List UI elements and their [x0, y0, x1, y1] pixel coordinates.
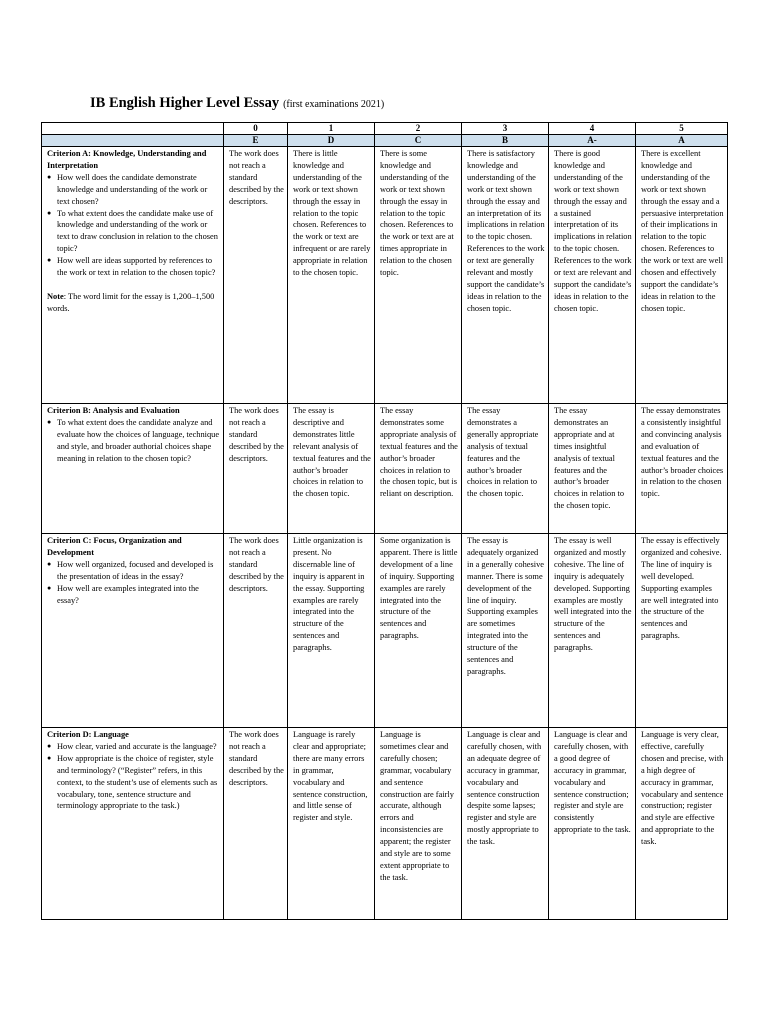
level-descriptor: Language is very clear, effective, carefully chosen and precise, with a high degree of accuracy in grammar, vocabulary and sentence construction; register and style are effective and appropriate to the task.: [636, 728, 728, 920]
criterion-cell: [42, 534, 224, 728]
criterion-title: Criterion A: Knowledge, Understanding and Interpretation: [47, 149, 207, 170]
criterion-questions: [47, 559, 220, 607]
criterion-title: Criterion D: Language: [47, 730, 129, 739]
level-descriptor: The essay is adequately organized in a generally cohesive manner. There is some development of the line of inquiry. Supporting examples are sometimes integrated into the structure of the sentences and paragraphs.: [462, 534, 549, 728]
criterion-cell: [42, 728, 224, 920]
level-descriptor: There is some knowledge and understanding of the work or text shown through the essay in relation to the topic chosen. References to the work or text are at times appropriate in relation to the chosen topic.: [375, 147, 462, 404]
grade-header: C: [375, 135, 462, 147]
criterion-question: ● How well are examples integrated into the essay?: [57, 583, 220, 607]
level-descriptor: There is satisfactory knowledge and understanding of the work or text shown through the essay and an interpretation of its implications in relation to the topic chosen. References to the work or text are generally relevant and mostly support the candidate’s ideas in relation to the chosen topic.: [462, 147, 549, 404]
criterion-question: ● How clear, varied and accurate is the language?: [57, 741, 220, 753]
level-descriptor: Language is rarely clear and appropriate; there are many errors in grammar, vocabulary and sentence construction, and little sense of register and style.: [288, 728, 375, 920]
document-title: IB English Higher Level Essay: [90, 95, 280, 111]
criterion-note: [47, 291, 220, 315]
rubric-table: [41, 122, 728, 920]
note-text: : The word limit for the essay is 1,200–1,500 words.: [47, 291, 215, 313]
document-subtitle: (first examinations 2021): [283, 99, 385, 110]
grade-header: D: [288, 135, 375, 147]
criterion-questions: [47, 417, 220, 465]
criterion-row-c: [42, 534, 728, 728]
criterion-question: ● How well are ideas supported by references to the work or text in relation to the chosen topic?: [57, 255, 220, 279]
grade-header: A: [636, 135, 728, 147]
level-descriptor: The work does not reach a standard described by the descriptors.: [224, 728, 288, 920]
level-descriptor: Language is clear and carefully chosen, with an adequate degree of accuracy in grammar, vocabulary and sentence construction despite some lapses; register and style are mostly appropriate to the task.: [462, 728, 549, 920]
level-descriptor: Some organization is apparent. There is little development of a line of inquiry. Supporting examples are rarely integrated into the structure of the sentences and paragraphs.: [375, 534, 462, 728]
criterion-row-b: [42, 404, 728, 534]
level-descriptor: Little organization is present. No discernable line of inquiry is apparent in the essay. Supporting examples are rarely integrated into the structure of the sentences and paragraphs.: [288, 534, 375, 728]
score-header-row: [42, 123, 728, 135]
criterion-question: ● To what extent does the candidate analyze and evaluate how the choices of language, technique and style, and broader authorial choices shape meaning in relation to the chosen topic?: [57, 417, 220, 465]
criterion-questions: [47, 741, 220, 812]
level-descriptor: There is good knowledge and understanding of the work or text shown through the essay and a sustained interpretation of its implications in relation to the topic chosen. References to the work or text are relevant and support the candidate’s ideas in relation to the chosen topic.: [549, 147, 636, 404]
header-blank-cell: [42, 123, 224, 135]
note-label: Note: [47, 291, 64, 301]
criterion-row-d: [42, 728, 728, 920]
level-descriptor: The essay demonstrates a consistently insightful and convincing analysis and evaluation of textual features and the author’s broader choices in relation to the chosen topic.: [636, 404, 728, 534]
criterion-question: ● How well organized, focused and developed is the presentation of ideas in the essay?: [57, 559, 220, 583]
level-descriptor: The essay demonstrates a generally appropriate analysis of textual features and the author’s broader choices in relation to the chosen topic.: [462, 404, 549, 534]
header-blank-cell: [42, 135, 224, 147]
score-header: 1: [288, 123, 375, 135]
score-header: 4: [549, 123, 636, 135]
level-descriptor: The essay demonstrates an appropriate and at times insightful analysis of textual features and the author’s broader choices in relation to the chosen topic.: [549, 404, 636, 534]
score-header: 0: [224, 123, 288, 135]
grade-header: A-: [549, 135, 636, 147]
level-descriptor: Language is sometimes clear and carefully chosen; grammar, vocabulary and sentence construction are fairly accurate, although errors and inconsistencies are apparent; the register and style are to some extent appropriate to the task.: [375, 728, 462, 920]
level-descriptor: The work does not reach a standard described by the descriptors.: [224, 534, 288, 728]
criterion-question: ● How appropriate is the choice of register, style and terminology? (“Register” refers, in this context, to the student’s use of elements such as vocabulary, tone, sentence structure and terminology appropriate to the task.): [57, 753, 220, 813]
grade-header: E: [224, 135, 288, 147]
level-descriptor: Language is clear and carefully chosen, with a good degree of accuracy in grammar, vocabulary and sentence construction; register and style are consistently appropriate to the task.: [549, 728, 636, 920]
score-header: 3: [462, 123, 549, 135]
level-descriptor: There is excellent knowledge and understanding of the work or text shown through the essay and a persuasive interpretation of their implications in relation to the topic chosen. References to the work or text are well chosen and effectively support the candidate’s ideas in relation to the chosen topic.: [636, 147, 728, 404]
score-header: 5: [636, 123, 728, 135]
criterion-question: ● To what extent does the candidate make use of knowledge and understanding of the work or text to draw conclusion in relation to the chosen topic?: [57, 208, 220, 256]
level-descriptor: The essay is effectively organized and cohesive. The line of inquiry is well developed. Supporting examples are well integrated into the structure of the sentences and paragraphs.: [636, 534, 728, 728]
criterion-cell: [42, 147, 224, 404]
level-descriptor: The essay demonstrates some appropriate analysis of textual features and the author’s broader choices in relation to the chosen topic, but is reliant on description.: [375, 404, 462, 534]
criterion-title: Criterion C: Focus, Organization and Development: [47, 536, 182, 557]
level-descriptor: The work does not reach a standard described by the descriptors.: [224, 404, 288, 534]
criterion-question: ● How well does the candidate demonstrate knowledge and understanding of the work or text chosen?: [57, 172, 220, 208]
level-descriptor: The essay is well organized and mostly cohesive. The line of inquiry is adequately developed. Supporting examples are mostly well integrated into the structure of the sentences and paragraphs.: [549, 534, 636, 728]
criterion-title: Criterion B: Analysis and Evaluation: [47, 406, 180, 415]
criterion-row-a: [42, 147, 728, 404]
level-descriptor: There is little knowledge and understanding of the work or text shown through the essay in relation to the topic chosen. References to the work or text are infrequent or are rarely appropriate in relation to the chosen topic.: [288, 147, 375, 404]
grade-header: B: [462, 135, 549, 147]
grade-header-row: [42, 135, 728, 147]
level-descriptor: The essay is descriptive and demonstrates little relevant analysis of textual features and the author’s broader choices in relation to the chosen topic.: [288, 404, 375, 534]
score-header: 2: [375, 123, 462, 135]
level-descriptor: The work does not reach a standard described by the descriptors.: [224, 147, 288, 404]
criterion-cell: [42, 404, 224, 534]
document-title-line: [90, 94, 384, 112]
criterion-questions: [47, 172, 220, 279]
